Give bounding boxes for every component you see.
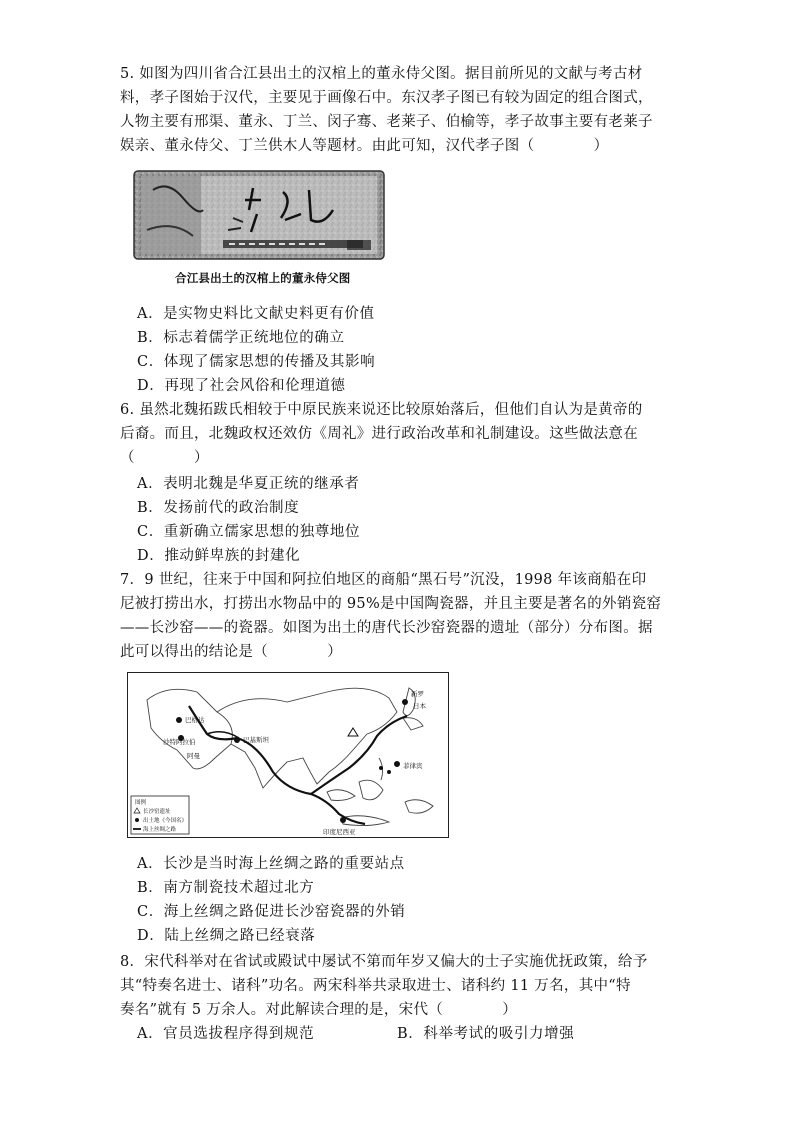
question-line: 奏名”就有 5 万余人。对此解读合理的是，宋代（ ） <box>120 1002 518 1018</box>
question-line: （ ） <box>120 450 209 466</box>
map-label-saudi: 沙特阿拉伯 <box>163 738 196 746</box>
question-line: 此可以得出的结论是（ ） <box>120 644 342 660</box>
silk-road-map <box>127 672 449 838</box>
option-a[interactable]: A．表明北魏是华夏正统的继承者 <box>137 476 360 492</box>
question-line: 7．9 世纪，往来于中国和阿拉伯地区的商船“黑石号”沉没，1998 年该商船在印 <box>120 572 647 588</box>
option-d[interactable]: D．陆上丝绸之路已经衰落 <box>137 928 316 944</box>
question-line: 人物主要有邢渠、董永、丁兰、闵子骞、老莱子、伯榆等，孝子故事主要有老莱子 <box>120 114 653 130</box>
question-line: 后裔。而且，北魏政权还效仿《周礼》进行政治改革和礼制建设。这些做法意在 <box>120 426 638 442</box>
question-5-stem <box>120 62 680 158</box>
map-label-baghdad: 巴格达 <box>185 716 205 724</box>
option-a[interactable]: A．长沙是当时海上丝绸之路的重要站点 <box>137 856 405 872</box>
dongyong-relief-image <box>133 170 385 262</box>
question-7-stem <box>120 568 680 664</box>
legend-title: 图例 <box>135 800 147 806</box>
option-b[interactable]: B．科举考试的吸引力增强 <box>397 1026 575 1042</box>
question-line: 其“特奏名进士、诸科”功名。两宋科举共录取进士、诸科约 11 万名，其中“特 <box>120 978 631 994</box>
question-line: 5. 如图为四川省合江县出土的汉棺上的董永侍父图。据目前所见的文献与考古材 <box>120 66 643 82</box>
legend-kiln: 长沙窑遗址 <box>143 809 171 815</box>
option-a[interactable]: A．是实物史料比文献史料更有价值 <box>137 306 375 322</box>
option-a[interactable]: A．官员选拔程序得到规范 <box>137 1026 315 1042</box>
option-c[interactable]: C．体现了儒家思想的传播及其影响 <box>137 354 376 370</box>
option-c[interactable]: C．海上丝绸之路促进长沙窑瓷器的外销 <box>137 904 406 920</box>
question-line: 6. 虽然北魏拓跋氏相较于中原民族来说还比较原始落后，但他们自认为是黄帝的 <box>120 402 643 418</box>
question-line: 尼被打捞出水，打捞出水物品中的 95%是中国陶瓷器，并且主要是著名的外销瓷窑 <box>120 596 662 612</box>
question-line: 料，孝子图始于汉代，主要见于画像石中。东汉孝子图已有较为固定的组合图式， <box>120 90 653 106</box>
option-c[interactable]: C．重新确立儒家思想的独尊地位 <box>137 524 361 540</box>
option-d[interactable]: D．再现了社会风俗和伦理道德 <box>137 378 346 394</box>
map-label-philippines: 菲律宾 <box>403 762 423 770</box>
map-label-xinluo: 新罗 <box>411 690 424 698</box>
legend-route: 海上丝绸之路 <box>143 827 177 833</box>
map-label-pakistan: 巴基斯坦 <box>243 736 269 744</box>
question-6-stem <box>120 398 680 470</box>
question-line: 娱亲、董永侍父、丁兰供木人等题材。由此可知，汉代孝子图（ ） <box>120 138 609 154</box>
question-line: 8．宋代科举对在省试或殿试中屡试不第而年岁又偏大的士子实施优抚政策，给予 <box>120 954 648 970</box>
option-d[interactable]: D．推动鲜卑族的封建化 <box>137 548 301 564</box>
map-label-japan: 日本 <box>413 702 426 710</box>
map-label-indonesia: 印度尼西亚 <box>323 828 356 836</box>
legend-findsite: 出土地《今国名》 <box>143 818 188 824</box>
question-line: ——长沙窑——的瓷器。如图为出土的唐代长沙窑瓷器的遗址（部分）分布图。据 <box>120 620 653 636</box>
option-b[interactable]: B．发扬前代的政治制度 <box>137 500 300 516</box>
option-b[interactable]: B．南方制瓷技术超过北方 <box>137 880 315 896</box>
question-8-stem <box>120 950 680 1022</box>
option-b[interactable]: B．标志着儒学正统地位的确立 <box>137 330 345 346</box>
map-label-oman: 阿曼 <box>187 752 200 760</box>
figure-caption: 合江县出土的汉棺上的董永侍父图 <box>175 271 351 285</box>
